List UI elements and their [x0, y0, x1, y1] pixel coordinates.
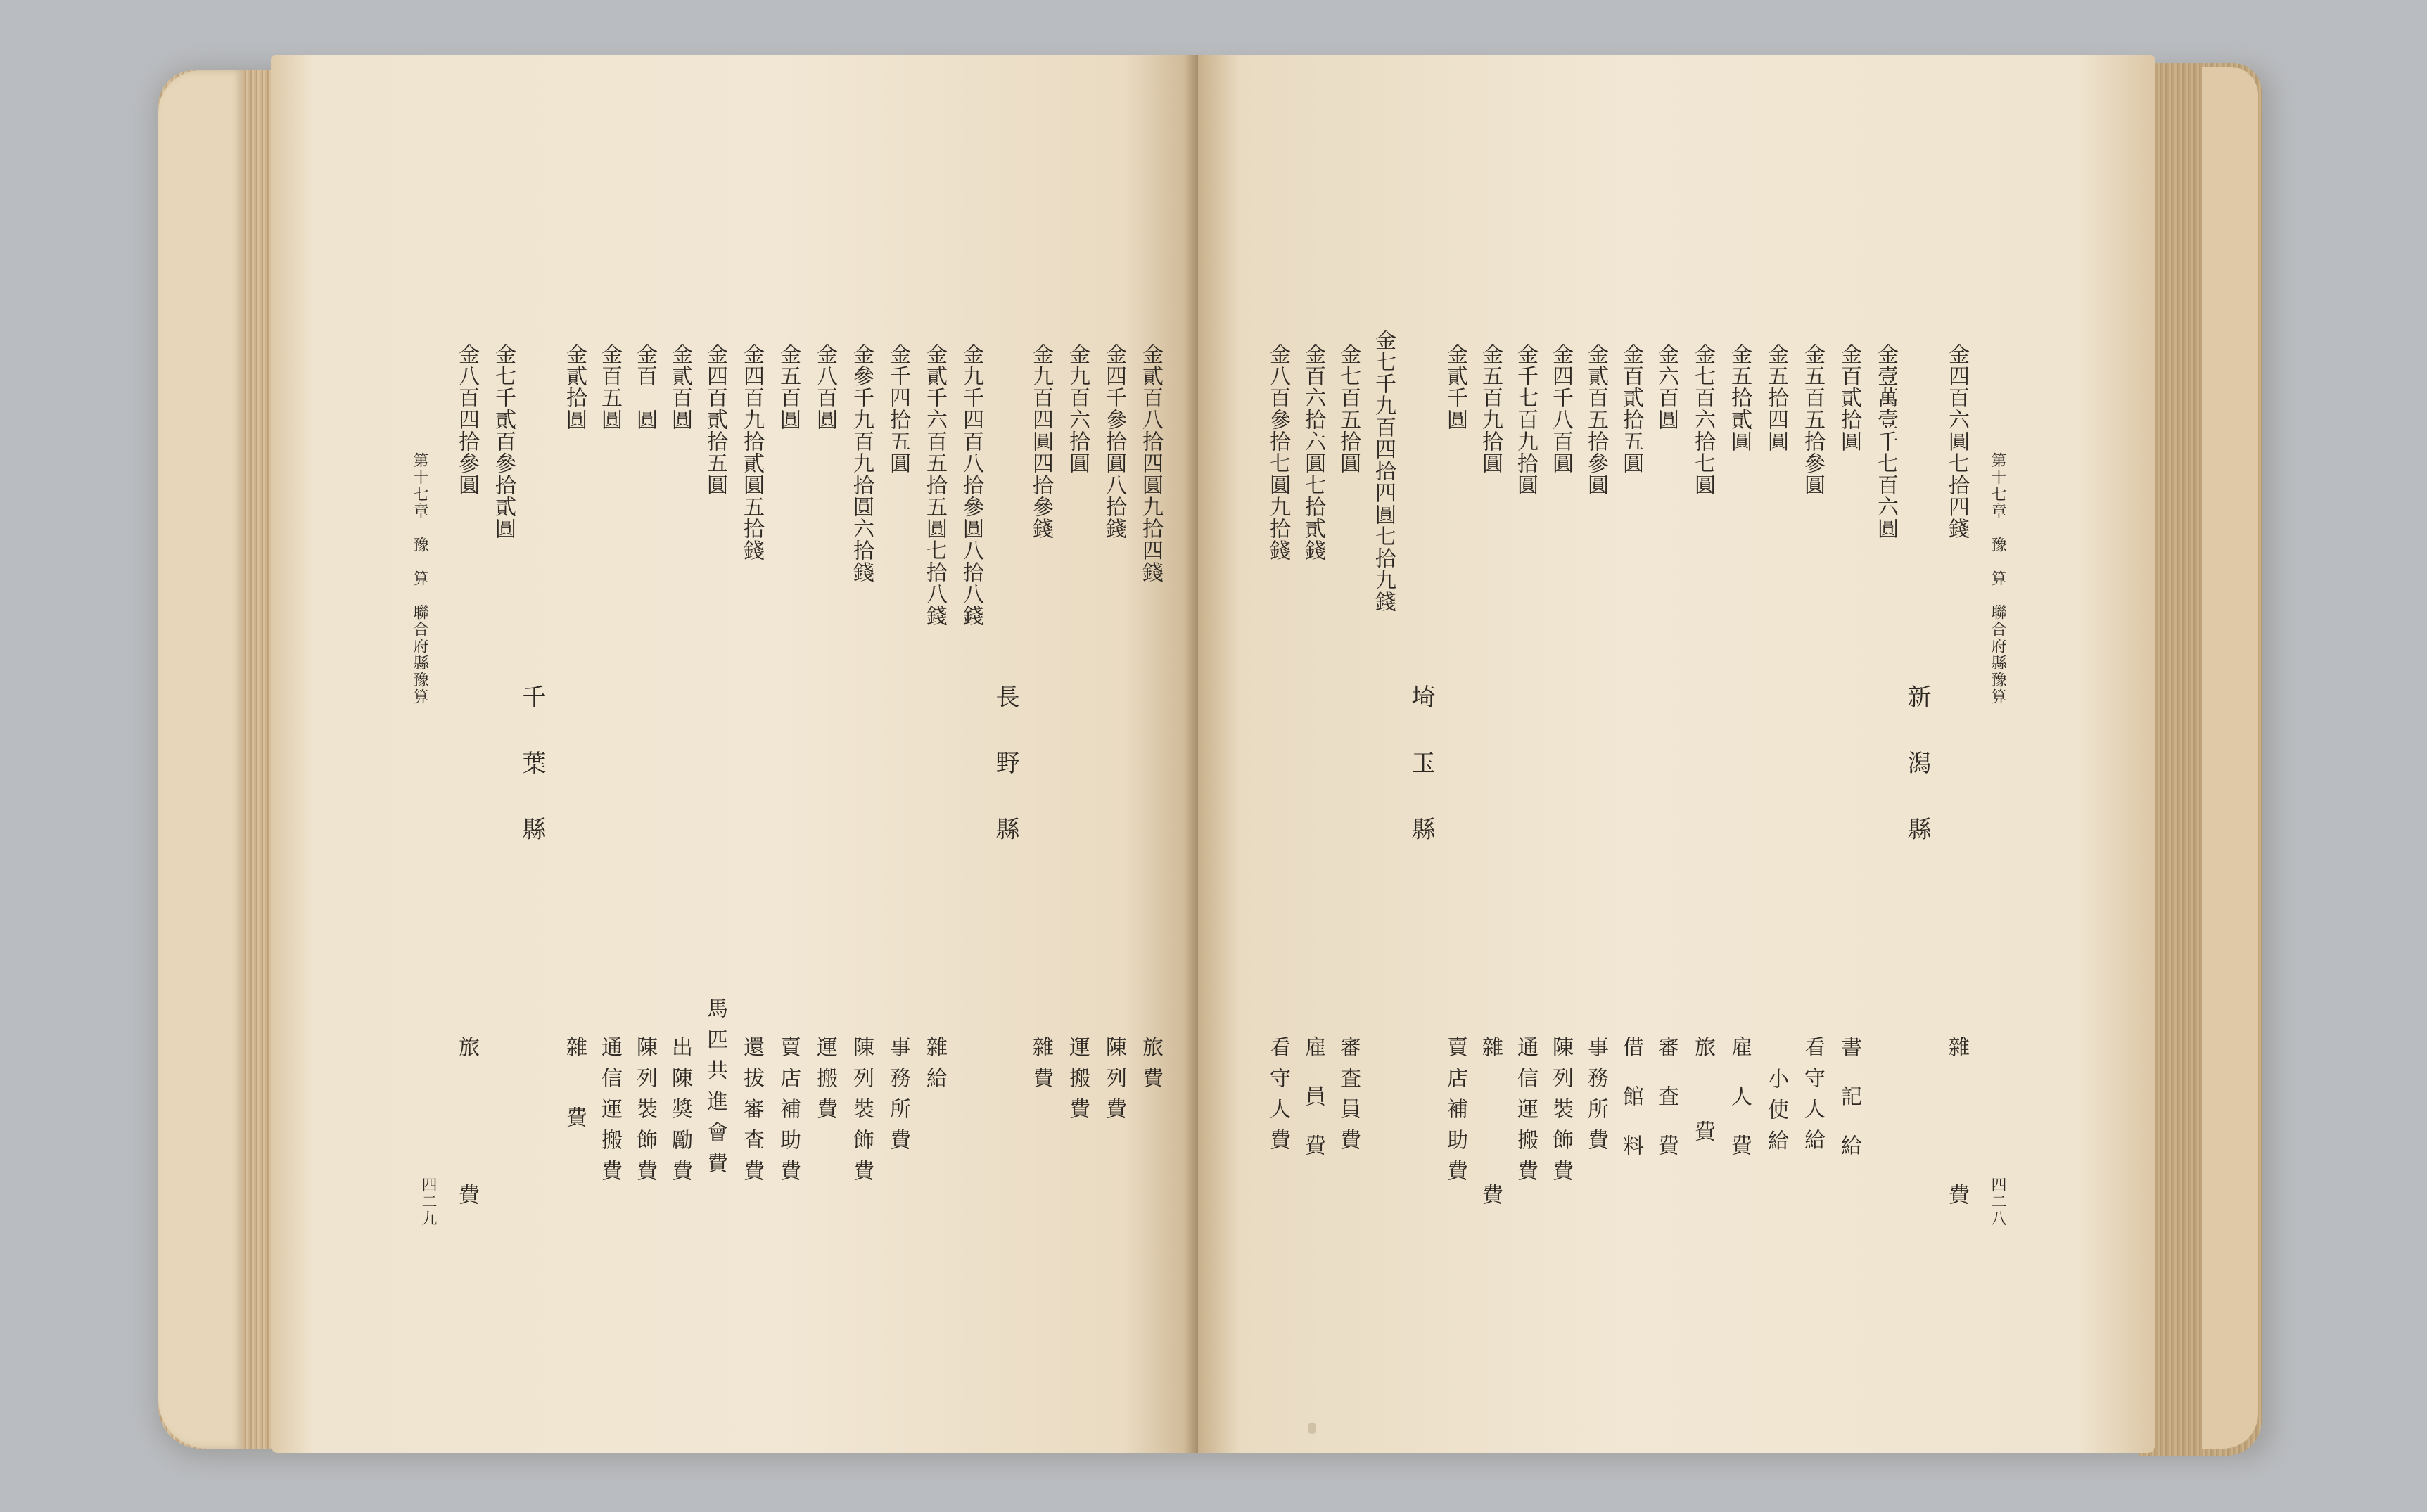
expense-item: 雇員費: [1301, 1036, 1325, 1184]
amount-line: 金九百六拾圓: [1065, 343, 1090, 474]
right-cover-edge: [2202, 67, 2258, 1449]
amount-line: 金八百四拾參圓: [454, 343, 479, 496]
expense-item: 雜費: [562, 1036, 587, 1177]
amount-line: 金貳千六百五拾五圓七拾八錢: [922, 343, 947, 627]
left-cover-edge: [158, 70, 243, 1449]
amount-line: 金四百貳拾五圓: [703, 343, 727, 496]
page-number: 四二九: [419, 1177, 437, 1227]
expense-item: 通信運搬費: [597, 1036, 622, 1191]
right-page: [1198, 55, 2155, 1453]
amount-line: 金貳百五拾參圓: [1584, 343, 1608, 496]
amount-line: 金千七百九拾圓: [1513, 343, 1538, 496]
expense-item: 還拔審査費: [739, 1036, 764, 1191]
expense-item: 陳列裝飾費: [632, 1036, 657, 1191]
expense-item: 雜費: [1478, 1036, 1503, 1331]
paper-spot: [1308, 1423, 1316, 1434]
running-header: 第十七章 豫 算 聯合府縣豫算: [1989, 452, 2006, 705]
expense-item: 事務所費: [886, 1036, 910, 1160]
amount-line: 金貳拾圓: [562, 343, 587, 430]
amount-line: 金五拾四圓: [1764, 343, 1788, 452]
amount-line: 金四百六圓七拾四錢: [1944, 343, 1969, 539]
prefecture-heading: 長野縣: [991, 684, 1019, 883]
prefecture-heading: 千葉縣: [518, 684, 546, 883]
expense-item: 小使給: [1764, 1068, 1788, 1160]
expense-item: 雜費: [1028, 1036, 1053, 1098]
expense-item: 看守人給: [1800, 1036, 1825, 1160]
amount-line: 金七千九百四拾四圓七拾九錢: [1371, 329, 1396, 613]
expense-item: 審査費: [1654, 1036, 1678, 1184]
expense-item: 陳列裝飾費: [1548, 1036, 1573, 1191]
expense-item: 事務所費: [1584, 1036, 1608, 1160]
expense-item: 通信運搬費: [1513, 1036, 1538, 1191]
amount-line: 金五拾貳圓: [1727, 343, 1752, 452]
amount-line: 金七千貳百參拾貳圓: [491, 343, 516, 539]
amount-line: 金九千四百八拾參圓八拾八錢: [959, 343, 983, 627]
amount-line: 金貳百八拾四圓九拾四錢: [1138, 343, 1163, 583]
amount-line: 金貳百圓: [668, 343, 692, 430]
left-page: [271, 55, 1198, 1453]
running-header: 第十七章 豫 算 聯合府縣豫算: [411, 452, 428, 705]
expense-item: 賣店補助費: [776, 1036, 801, 1191]
amount-line: 金四千參拾圓八拾錢: [1102, 343, 1126, 539]
amount-line: 金百五圓: [597, 343, 622, 430]
amount-line: 金六百圓: [1654, 343, 1678, 430]
page-number: 四二八: [1989, 1177, 2006, 1227]
prefecture-heading: 埼玉縣: [1407, 684, 1435, 883]
amount-line: 金八百參拾七圓九拾錢: [1266, 343, 1290, 561]
expense-item: 陳列裝飾費: [849, 1036, 874, 1191]
amount-line: 金四千八百圓: [1548, 343, 1573, 474]
amount-line: 金千四拾五圓: [886, 343, 910, 474]
amount-line: 金七百六拾七圓: [1690, 343, 1715, 496]
expense-item: 借館料: [1619, 1036, 1643, 1184]
expense-item: 運搬費: [813, 1036, 837, 1129]
expense-item: 陳列費: [1102, 1036, 1126, 1129]
amount-line: 金壹萬壹千七百六圓: [1873, 343, 1898, 539]
amount-line: 金五百九拾圓: [1478, 343, 1503, 474]
expense-item: 賣店補助費: [1443, 1036, 1467, 1191]
amount-line: 金九百四圓四拾參錢: [1028, 343, 1053, 539]
amount-line: 金四百九拾貳圓五拾錢: [739, 343, 764, 561]
amount-line: 金五百圓: [776, 343, 801, 430]
expense-item: 馬匹共進會費: [703, 997, 727, 1183]
expense-item: 運搬費: [1065, 1036, 1090, 1129]
amount-line: 金百六拾六圓七拾貳錢: [1301, 343, 1325, 561]
expense-item: 旅費: [1690, 1036, 1715, 1205]
expense-item: 旅費: [1138, 1036, 1163, 1098]
expense-item: 出陳獎勵費: [668, 1036, 692, 1191]
expense-item: 旅費: [454, 1036, 479, 1331]
expense-item: 書記給: [1837, 1036, 1861, 1184]
amount-line: 金參千九百九拾圓六拾錢: [849, 343, 874, 583]
amount-line: 金八百圓: [813, 343, 837, 430]
expense-item: 雇人費: [1727, 1036, 1752, 1184]
amount-line: 金貳千圓: [1443, 343, 1467, 430]
expense-item: 審査員費: [1336, 1036, 1361, 1160]
expense-item: 雜給: [922, 1036, 947, 1098]
expense-item: 雜費: [1944, 1036, 1969, 1331]
amount-line: 金百 圓: [632, 343, 657, 430]
expense-item: 看守人費: [1266, 1036, 1290, 1160]
prefecture-heading: 新潟縣: [1903, 684, 1931, 883]
amount-line: 金百貳拾五圓: [1619, 343, 1643, 474]
amount-line: 金五百五拾參圓: [1800, 343, 1825, 496]
amount-line: 金百貳拾圓: [1837, 343, 1861, 452]
amount-line: 金七百五拾圓: [1336, 343, 1361, 474]
